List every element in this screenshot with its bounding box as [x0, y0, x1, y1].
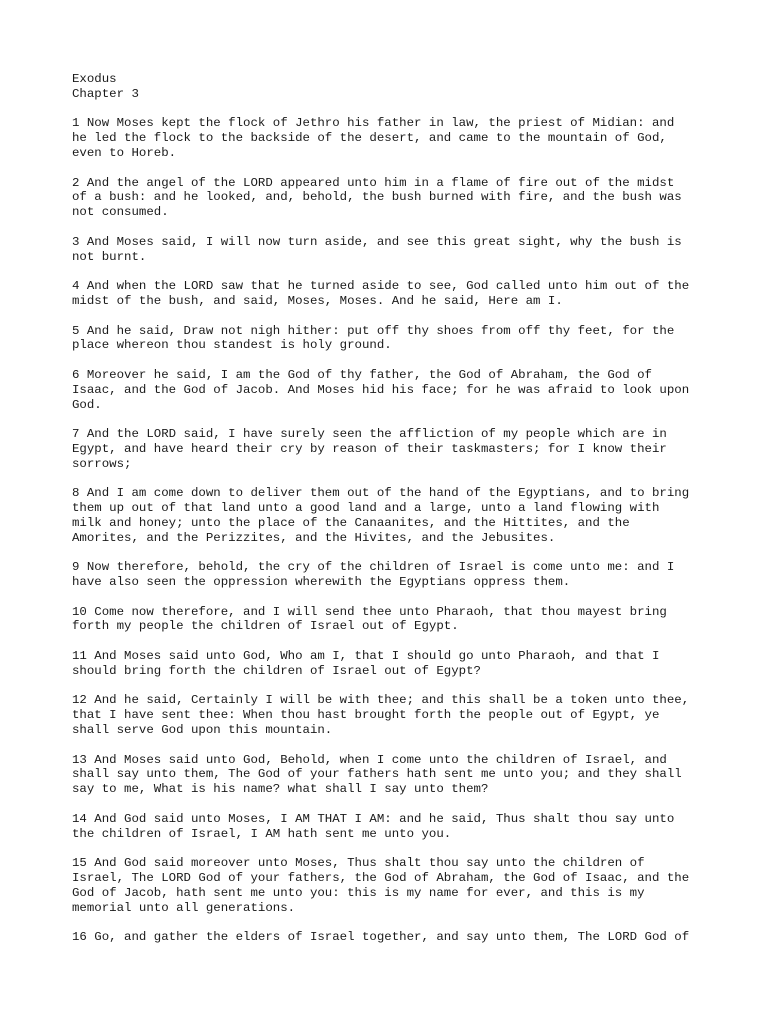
verse-15: 15 And God said moreover unto Moses, Thus shalt thou say unto the children of Israel, The LORD God of your fathers, the God of Abraham, the God of Isaac, and the God of Jacob, hath sent me unto you: this is my name for ever, and this is my memorial unto all generations. — [72, 856, 690, 915]
verse-2: 2 And the angel of the LORD appeared unto him in a flame of fire out of the midst of a bush: and he looked, and, behold, the bush burned with fire, and the bush was not consumed. — [72, 175, 682, 220]
chapter-title: Chapter 3 — [72, 86, 139, 101]
document-page — [72, 72, 712, 945]
verse-10: 10 Come now therefore, and I will send thee unto Pharaoh, that thou mayest bring forth my people the children of Israel out of Egypt. — [72, 604, 667, 634]
verse-3: 3 And Moses said, I will now turn aside, and see this great sight, why the bush is not burnt. — [72, 234, 682, 264]
verse-1: 1 Now Moses kept the flock of Jethro his father in law, the priest of Midian: and he led the flock to the backside of the desert, and came to the mountain of God, even to Horeb. — [72, 116, 675, 160]
verse-16: 16 Go, and gather the elders of Israel together, and say unto them, The LORD God of — [72, 930, 690, 945]
verse-5: 5 And he said, Draw not nigh hither: put off thy shoes from off thy feet, for the place whereon thou standest is holy ground. — [72, 323, 675, 353]
verse-11: 11 And Moses said unto God, Who am I, that I should go unto Pharaoh, and that I should bring forth the children of Israel out of Egypt? — [72, 649, 660, 678]
verse-9: 9 Now therefore, behold, the cry of the children of Israel is come unto me: and I have also seen the oppression wherewith the Egyptians oppress them. — [72, 560, 675, 590]
verse-6: 6 Moreover he said, I am the God of thy father, the God of Abraham, the God of Isaac, and the God of Jacob. And Moses hid his face; for he was afraid to look upon God. — [72, 367, 690, 412]
verse-14: 14 And God said unto Moses, I AM THAT I AM: and he said, Thus shalt thou say unto the children of Israel, I AM hath sent me unto you. — [72, 811, 675, 841]
verse-8: 8 And I am come down to deliver them out of the hand of the Egyptians, and to bring them up out of that land unto a good land and a large, unto a land flowing with milk and honey; unto the place of the Canaanites, and the Hittites, and the Amorites, and the Perizzites, and the Hivites, and the Jebusites. — [72, 486, 690, 545]
verse-13: 13 And Moses said unto God, Behold, when I come unto the children of Israel, and shall say unto them, The God of your fathers hath sent me unto you; and they shall say to me, What is his name? what shall I say unto them? — [72, 752, 682, 797]
verse-7: 7 And the LORD said, I have surely seen the affliction of my people which are in Egypt, and have heard their cry by reason of their taskmasters; for I know their sorrows; — [72, 427, 667, 471]
book-title: Exodus — [72, 72, 117, 86]
verse-12: 12 And he said, Certainly I will be with thee; and this shall be a token unto thee, that I have sent thee: When thou hast brought forth the people out of Egypt, ye shall serve God upon this mountain. — [72, 693, 690, 738]
verse-4: 4 And when the LORD saw that he turned aside to see, God called unto him out of the midst of the bush, and said, Moses, Moses. And he said, Here am I. — [72, 279, 690, 308]
